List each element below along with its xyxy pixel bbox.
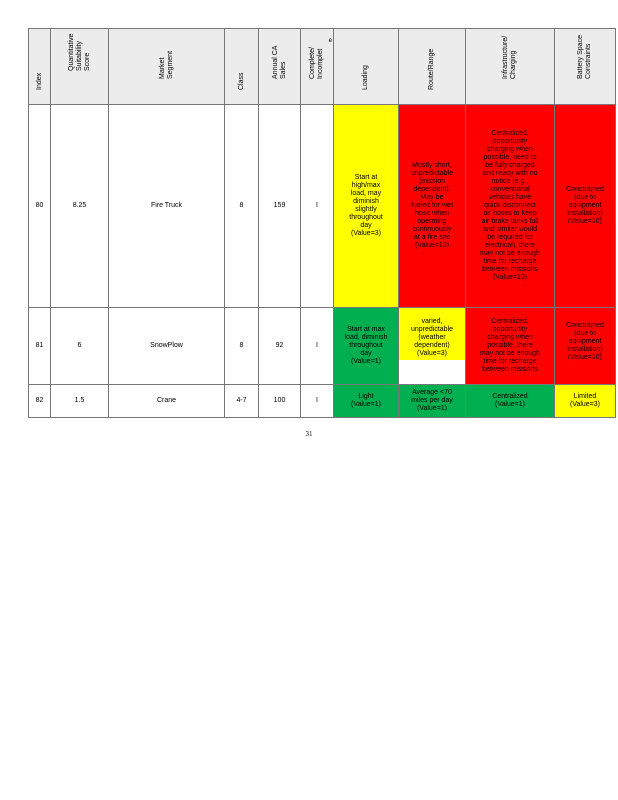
cell-loading [334,105,399,308]
header-class-label: Class [237,72,245,90]
cell-segment: Fire Truck [109,105,225,308]
header-index [29,29,51,105]
cell-route-text: Average <70 miles per day (Value=1) [411,389,453,412]
cell-sales: 100 [259,385,301,418]
cell-class: 4-7 [225,385,259,418]
cell-loading-text: Start at max load, diminish throughout day (Value=1) [344,326,388,365]
header-segment-label: Market Segment [158,50,174,79]
cell-route-text: varied, unpredictable (weather dependent) (Value=3) [399,308,465,360]
header-loading [334,29,399,105]
cell-score: 8.25 [51,105,109,308]
cell-battery [555,308,616,385]
header-loading-label: Loading [362,65,369,90]
cell-index: 80 [29,105,51,308]
header-battery-label: Battery Space Constraints [577,35,592,79]
header-complete-extra: e [328,38,332,44]
data-table [28,28,616,418]
header-sales-label: Annual CA Sales [271,45,287,79]
cell-route [399,105,466,308]
header-index-label: Index [35,72,43,90]
cell-loading [334,385,399,418]
cell-battery-text: Constrained (due to equipment installation) (Value=10) [566,186,604,225]
cell-infra [466,308,555,385]
cell-complete: I [301,385,334,418]
cell-segment: Crane [109,385,225,418]
cell-battery [555,105,616,308]
cell-infra [466,385,555,418]
header-complete [301,29,334,105]
table-row [29,308,616,385]
cell-infra-text: Centralized (Value=1) [492,393,528,408]
cell-segment: SnowPlow [109,308,225,385]
cell-infra-text: Centralized, opportunity charging when possible, need to be fully charged and ready with no notice (e.g., conventional vehicles have quick disconnect air hoses to keep air brake tanks full and similar would be required for electrical), there may not be enough time for recharge between missions (Value=10) [480,130,540,281]
cell-complete: I [301,308,334,385]
header-row [29,29,616,105]
cell-score: 1.5 [51,385,109,418]
cell-score: 6 [51,308,109,385]
cell-sales: 159 [259,105,301,308]
cell-index: 81 [29,308,51,385]
table-row [29,105,616,308]
header-battery [555,29,616,105]
cell-infra [466,105,555,308]
header-complete-label: Complete/ Incomplet [309,47,324,79]
header-route-label: Route/Range [428,48,435,90]
header-infra [466,29,555,105]
cell-route [399,308,466,385]
cell-loading [334,308,399,385]
header-score-label: Quantitative Suitability Score [67,33,91,71]
header-route [399,29,466,105]
page-number: 31 [305,430,313,438]
cell-complete: I [301,105,334,308]
cell-index: 82 [29,385,51,418]
cell-class: 8 [225,105,259,308]
table-row [29,385,616,418]
cell-infra-text: Centralized, opportunity charging when possible, there may not be enough time for recharge between missions [480,318,540,373]
cell-loading-text: Start at high/max load, may diminish slightly throughout day (Value=3) [349,174,383,237]
header-segment [109,29,225,105]
cell-loading-text: Light (Value=1) [350,393,382,408]
cell-route [399,385,466,418]
header-infra-label: Infrastructure/ Charging [502,35,517,79]
cell-class: 8 [225,308,259,385]
header-score [51,29,109,105]
cell-route-text: Mostly short, unpredictable (mission dependent). May be fueled for wet hose when operating continuously at a fire site (Value=10) [410,162,454,249]
header-sales [259,29,301,105]
cell-battery-text: Limited (Value=3) [569,393,601,408]
cell-sales: 92 [259,308,301,385]
cell-battery-text: Constrained (due to equipment installation) (Value=10) [566,322,604,361]
header-class [225,29,259,105]
cell-battery [555,385,616,418]
